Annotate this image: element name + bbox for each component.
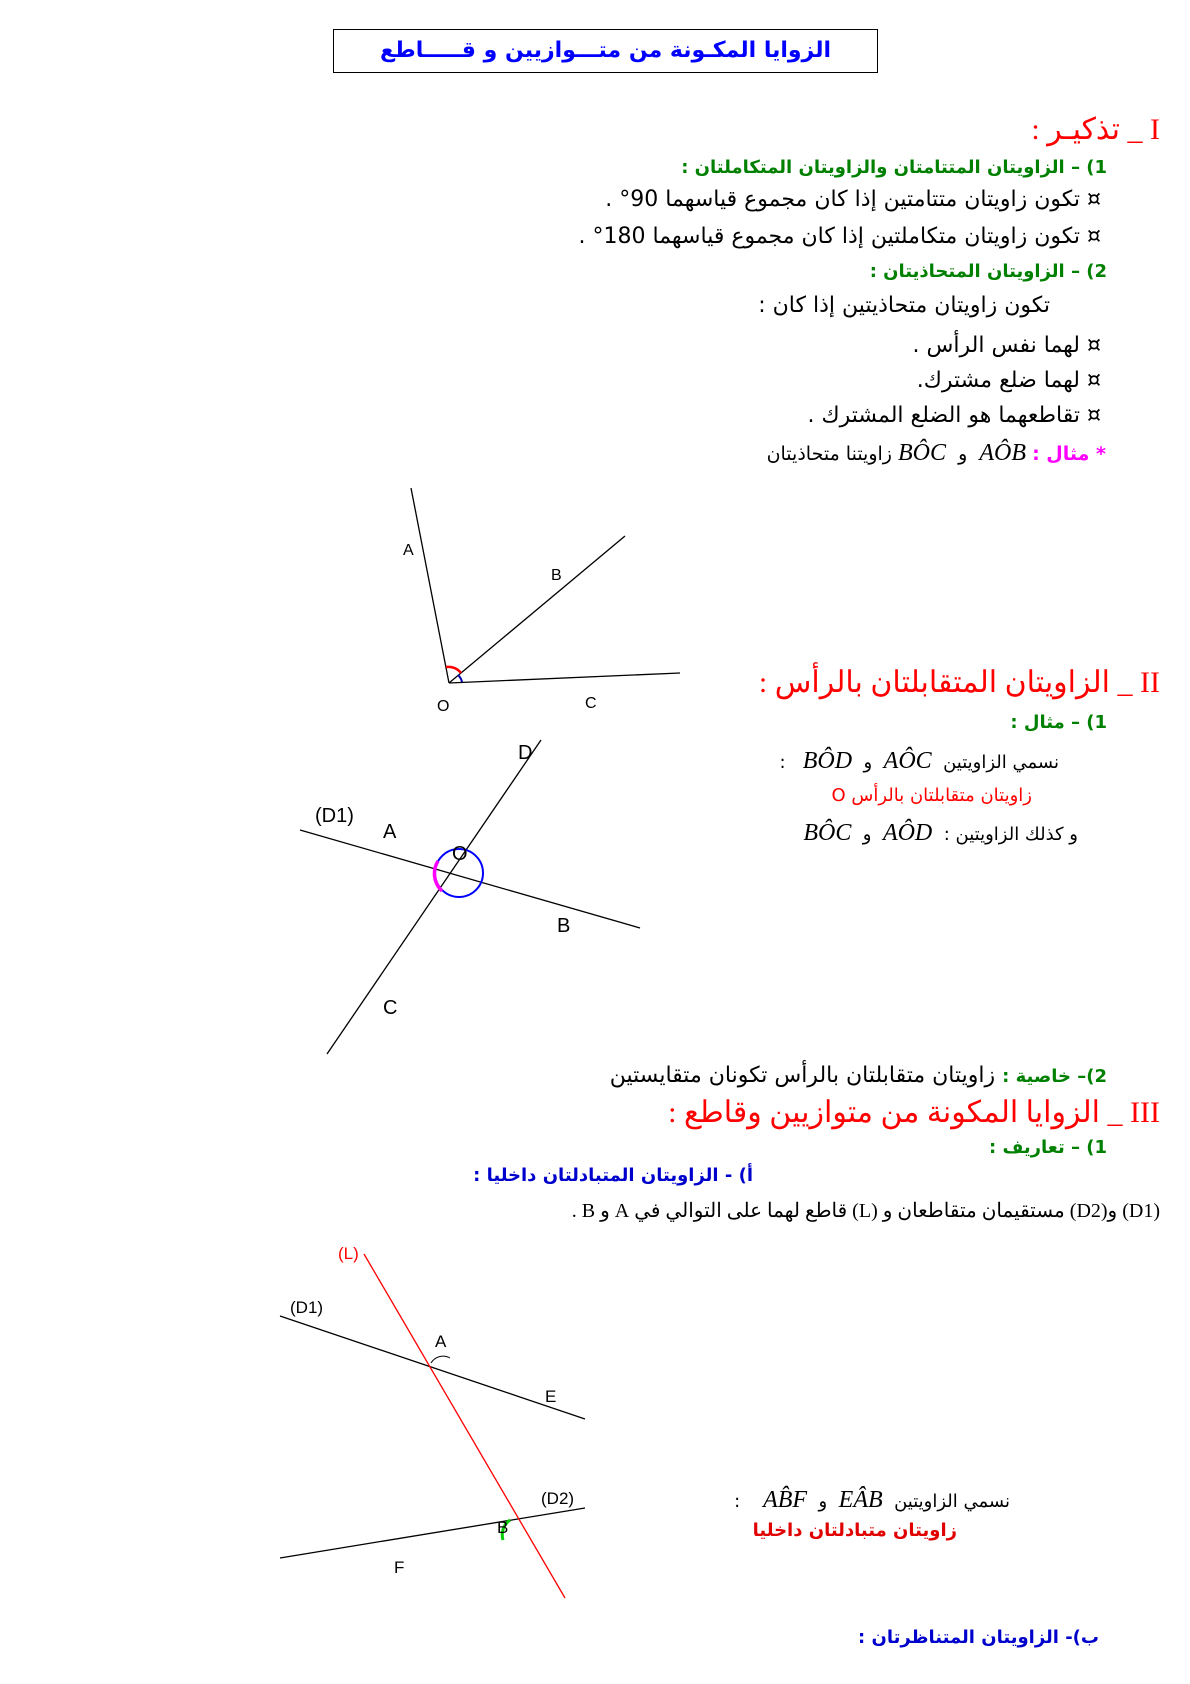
adjacent-example bbox=[767, 440, 1106, 467]
section-1-heading: I _ تذكيـر : bbox=[1031, 113, 1160, 146]
line-d2 bbox=[280, 1508, 585, 1558]
label-d1: (D1) bbox=[315, 805, 354, 827]
section-3-heading: III _ الزوايا المكونة من متوازيين وقاطع : bbox=[668, 1096, 1160, 1129]
adjacent-condition-1: ¤ لهما نفس الرأس . bbox=[912, 333, 1101, 358]
angle-aob: AÔB bbox=[979, 440, 1027, 466]
label-f: F bbox=[394, 1558, 405, 1577]
conjunction: و bbox=[818, 1491, 828, 1512]
conjunction: و bbox=[958, 443, 968, 465]
section-2-heading: II _ الزاويتان المتقابلتان بالرأس : bbox=[758, 666, 1160, 699]
colon: : bbox=[779, 752, 786, 773]
definition-line: (D1) و(D2) مستقيمان متقاطعان و (L) قاطع لهما على التوالي في A و B . bbox=[571, 1200, 1160, 1222]
adjacent-intro: تكون زاويتان متحاذيتين إذا كان : bbox=[758, 293, 1050, 318]
naming-text: نسمي الزاويتين bbox=[943, 752, 1059, 773]
section-3-sub-a: أ) - الزاويتان المتبادلتان داخليا : bbox=[473, 1165, 753, 1186]
adjacent-condition-3: ¤ تقاطعهما هو الضلع المشترك . bbox=[807, 403, 1101, 428]
adjacent-condition-2: ¤ لهما ضلع مشترك. bbox=[916, 368, 1101, 393]
page-title: الزوايا المكـونة من متـــوازيين و قـــــاطع bbox=[333, 29, 878, 73]
angle-boc: BÔC bbox=[898, 440, 947, 466]
ray-oc bbox=[449, 673, 680, 683]
angle-aod: AÔD bbox=[882, 820, 933, 846]
angle-arc-boc bbox=[458, 675, 462, 682]
label-c: C bbox=[383, 997, 398, 1019]
property-label: 2)– خاصية : bbox=[1002, 1066, 1107, 1087]
label-b: B bbox=[497, 1518, 509, 1537]
vertical-angles-naming bbox=[779, 748, 1059, 775]
label-e: E bbox=[545, 1387, 557, 1406]
alternate-interior-result: زاويتان متبادلتان داخليا bbox=[752, 1520, 957, 1541]
line-cd bbox=[327, 740, 541, 1054]
label-o: O bbox=[452, 843, 468, 865]
section-1-sub-2: 2) – الزاويتان المتحاذيتان : bbox=[869, 261, 1107, 282]
alternate-interior-naming bbox=[734, 1487, 1010, 1514]
label-o: O bbox=[437, 698, 450, 715]
vertical-angles-property bbox=[610, 1063, 1107, 1088]
adjacent-angles-figure bbox=[380, 480, 700, 720]
angle-aoc: AÔC bbox=[883, 748, 932, 774]
section-2-sub-1: 1) – مثال : bbox=[1010, 712, 1107, 733]
label-b: B bbox=[557, 915, 571, 937]
conjunction: و bbox=[863, 752, 873, 773]
vertical-angles-statement: زاويتان متقابلتان بالرأس O bbox=[831, 785, 1032, 806]
angle-eab: EÂB bbox=[838, 1487, 883, 1513]
label-a: A bbox=[403, 542, 414, 559]
complementary-definition: ¤ تكون زاويتان متتامتين إذا كان مجموع قياسهما 90° . bbox=[605, 187, 1101, 212]
vertical-angles-also bbox=[803, 820, 1078, 847]
label-a: A bbox=[435, 1332, 447, 1351]
supplementary-definition: ¤ تكون زاويتان متكاملتين إذا كان مجموع قياسهما 180° . bbox=[578, 224, 1101, 249]
label-c: C bbox=[585, 695, 597, 712]
angle-arc-eab bbox=[431, 1356, 450, 1363]
ray-ob bbox=[449, 536, 625, 683]
label-l: (L) bbox=[338, 1244, 359, 1263]
example-text: زاويتنا متحاذيتان bbox=[766, 443, 892, 465]
angle-arc-aob bbox=[446, 667, 461, 673]
conjunction: و bbox=[862, 824, 872, 845]
label-b: B bbox=[551, 567, 562, 584]
example-label: * مثال : bbox=[1032, 443, 1106, 465]
label-d1: (D1) bbox=[290, 1298, 324, 1317]
colon: : bbox=[734, 1491, 741, 1512]
label-a: A bbox=[383, 821, 397, 843]
also-text: و كذلك الزاويتين : bbox=[943, 824, 1078, 845]
vertical-angles-figure bbox=[290, 730, 650, 1060]
angle-bod: BÔD bbox=[802, 748, 853, 774]
ray-oa bbox=[411, 488, 449, 683]
angle-boc-2: BÔC bbox=[803, 820, 852, 846]
naming-text: نسمي الزاويتين bbox=[894, 1491, 1010, 1512]
section-3-sub-1: 1) – تعاريف : bbox=[989, 1137, 1107, 1158]
label-d: D bbox=[518, 742, 533, 764]
transversal-figure bbox=[270, 1240, 610, 1610]
section-1-sub-1: 1) – الزاويتان المتتامتان والزاويتان المتكاملتان : bbox=[681, 157, 1107, 178]
angle-abf: AB̂F bbox=[763, 1487, 808, 1513]
section-3-sub-b: ب)- الزاويتان المتناظرتان : bbox=[858, 1627, 1099, 1648]
property-text: زاويتان متقابلتان بالرأس تكونان متقايستين bbox=[609, 1063, 996, 1088]
line-d1 bbox=[280, 1316, 585, 1419]
label-d2: (D2) bbox=[541, 1489, 575, 1508]
line-l bbox=[364, 1254, 565, 1598]
